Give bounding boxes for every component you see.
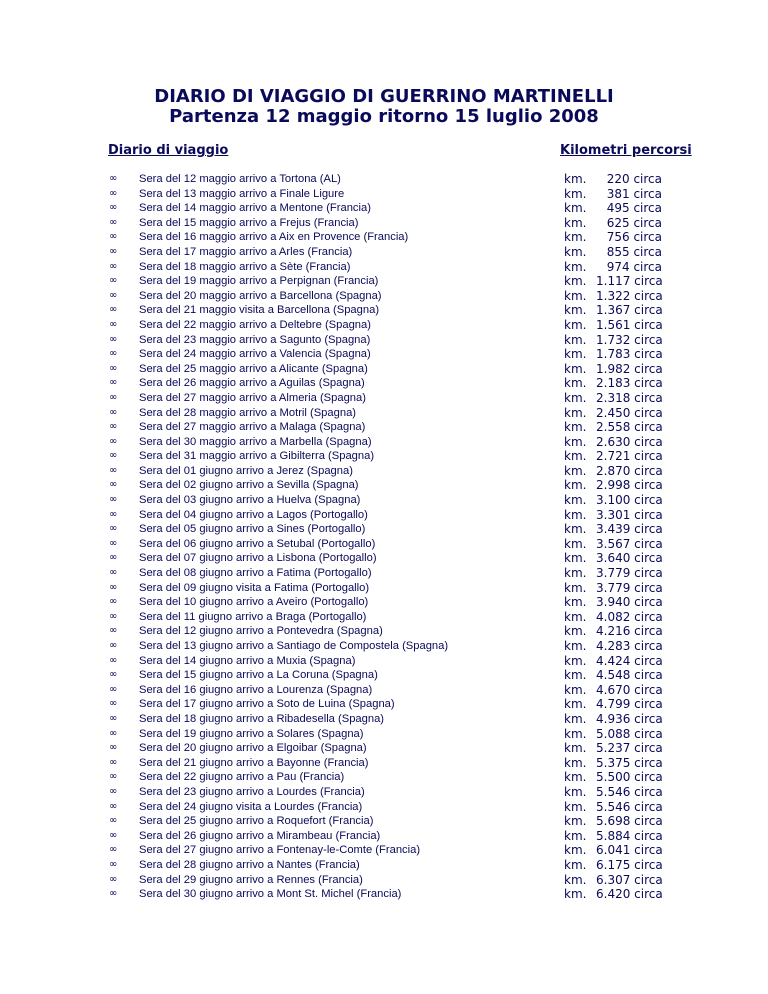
distance-unit: km. xyxy=(564,317,587,332)
distance-unit: km. xyxy=(564,230,587,245)
bullet-icon: ∞ xyxy=(109,785,118,797)
bullet-icon: ∞ xyxy=(109,377,118,389)
distance-value: 6.175 circa xyxy=(596,857,663,872)
diary-entry-row xyxy=(0,420,768,435)
entry-description: Sera del 03 giugno arrivo a Huelva (Spagna) xyxy=(139,494,361,507)
distance-value: 1.982 circa xyxy=(596,361,663,376)
distance-unit: km. xyxy=(564,463,587,478)
bullet-icon: ∞ xyxy=(109,406,118,418)
entry-description: Sera del 09 giugno visita a Fatima (Portogallo) xyxy=(139,581,370,594)
distance-value: 3.100 circa xyxy=(596,493,663,508)
distance-unit: km. xyxy=(564,201,587,216)
distance-value: 5.546 circa xyxy=(596,799,663,814)
diary-entry-row xyxy=(0,435,768,450)
distance-unit: km. xyxy=(564,551,587,566)
diary-entry-row xyxy=(0,201,768,216)
bullet-icon: ∞ xyxy=(109,304,118,316)
distance-unit: km. xyxy=(564,580,587,595)
distance-unit: km. xyxy=(564,449,587,464)
entry-description: Sera del 18 giugno arrivo a Ribadesella (Spagna) xyxy=(139,712,385,725)
bullet-icon: ∞ xyxy=(109,742,118,754)
bullet-icon: ∞ xyxy=(109,260,118,272)
diary-entry-row xyxy=(0,741,768,756)
entry-description: Sera del 07 giugno arrivo a Lisbona (Portogallo) xyxy=(139,552,377,565)
bullet-icon: ∞ xyxy=(109,289,118,301)
diary-entry-row xyxy=(0,873,768,888)
distance-unit: km. xyxy=(564,259,587,274)
distance-value: 1.783 circa xyxy=(596,347,663,362)
entry-description: Sera del 27 maggio arrivo a Malaga (Spagna) xyxy=(139,421,366,434)
bullet-icon: ∞ xyxy=(109,216,118,228)
entry-description: Sera del 28 maggio arrivo a Motril (Spagna) xyxy=(139,406,357,419)
distance-unit: km. xyxy=(564,244,587,259)
entry-description: Sera del 12 maggio arrivo a Tortona (AL) xyxy=(139,173,341,185)
distance-value: 4.283 circa xyxy=(596,639,663,653)
bullet-icon: ∞ xyxy=(109,202,118,214)
entry-description: Sera del 27 giugno arrivo a Fontenay-le-Comte (Francia) xyxy=(139,844,421,857)
distance-value: 4.799 circa xyxy=(596,697,663,712)
bullet-icon: ∞ xyxy=(109,435,118,447)
entry-description: Sera del 22 giugno arrivo a Pau (Francia) xyxy=(139,771,345,784)
diary-entry-row xyxy=(0,289,768,304)
entry-description: Sera del 04 giugno arrivo a Lagos (Portogallo) xyxy=(139,508,368,521)
distance-value: 5.698 circa xyxy=(596,814,663,829)
distance-unit: km. xyxy=(564,420,587,435)
diary-entry-row xyxy=(0,581,768,596)
distance-unit: km. xyxy=(564,536,587,551)
bullet-icon: ∞ xyxy=(109,800,118,812)
distance-value: 3.779 circa xyxy=(596,580,663,595)
entry-description: Sera del 05 giugno arrivo a Sines (Portogallo) xyxy=(139,523,366,536)
distance-value: 5.546 circa xyxy=(596,784,663,799)
distance-value: 2.558 circa xyxy=(596,420,663,435)
diary-entry-row xyxy=(0,318,768,333)
bullet-icon: ∞ xyxy=(109,231,118,243)
entry-description: Sera del 11 giugno arrivo a Braga (Portogallo) xyxy=(139,610,367,623)
entry-description: Sera del 27 maggio arrivo a Almeria (Spagna) xyxy=(139,391,366,404)
distance-value: 2.318 circa xyxy=(596,390,663,405)
document-title: DIARIO DI VIAGGIO DI GUERRINO MARTINELLI xyxy=(154,86,614,107)
distance-value: 2.870 circa xyxy=(596,463,663,478)
distance-unit: km. xyxy=(564,653,587,668)
entry-description: Sera del 24 giugno visita a Lourdes (Francia) xyxy=(139,800,363,813)
kilometers-column-header: Kilometri percorsi xyxy=(560,143,692,158)
diary-entry-row xyxy=(0,260,768,275)
distance-unit: km. xyxy=(564,522,587,537)
bullet-icon: ∞ xyxy=(109,275,118,287)
diary-entry-row xyxy=(0,595,768,610)
entry-description: Sera del 16 giugno arrivo a Lourenza (Spagna) xyxy=(139,683,373,696)
entry-description: Sera del 20 giugno arrivo a Elgoibar (Spagna) xyxy=(139,742,367,755)
entry-description: Sera del 14 maggio arrivo a Mentone (Francia) xyxy=(139,202,371,215)
distance-value: 2.998 circa xyxy=(596,478,663,493)
bullet-icon: ∞ xyxy=(109,567,118,579)
distance-value: 1.561 circa xyxy=(596,317,663,332)
bullet-icon: ∞ xyxy=(109,537,118,549)
distance-unit: km. xyxy=(564,828,587,843)
bullet-icon: ∞ xyxy=(109,858,118,870)
distance-unit: km. xyxy=(564,770,587,785)
entry-description: Sera del 17 maggio arrivo a Arles (Francia) xyxy=(139,245,353,258)
diary-entry-row xyxy=(0,566,768,581)
entry-description: Sera del 30 giugno arrivo a Mont St. Michel (Francia) xyxy=(139,888,402,901)
diary-entry-row xyxy=(0,362,768,377)
bullet-icon: ∞ xyxy=(109,318,118,330)
distance-unit: km. xyxy=(564,332,587,347)
distance-value: 5.884 circa xyxy=(596,828,663,843)
entry-description: Sera del 06 giugno arrivo a Setubal (Portogallo) xyxy=(139,537,376,550)
diary-entry-row xyxy=(0,230,768,245)
diary-entry-row xyxy=(0,683,768,698)
bullet-icon: ∞ xyxy=(109,771,118,783)
diary-entry-row xyxy=(0,274,768,289)
distance-unit: km. xyxy=(564,288,587,303)
distance-value: 756 circa xyxy=(606,230,662,245)
entry-description: Sera del 15 giugno arrivo a La Coruna (Spagna) xyxy=(139,669,378,682)
distance-value: 2.630 circa xyxy=(596,434,663,449)
entry-description: Sera del 13 maggio arrivo a Finale Ligure xyxy=(139,187,345,200)
distance-unit: km. xyxy=(564,434,587,449)
bullet-icon: ∞ xyxy=(109,494,118,506)
diary-entry-row xyxy=(0,464,768,479)
distance-unit: km. xyxy=(564,668,587,683)
entry-description: Sera del 17 giugno arrivo a Soto de Luina (Spagna) xyxy=(139,698,395,711)
entry-description: Sera del 28 giugno arrivo a Nantes (Francia) xyxy=(139,858,360,871)
bullet-icon: ∞ xyxy=(109,756,118,768)
bullet-icon: ∞ xyxy=(109,523,118,535)
entry-description: Sera del 21 giugno arrivo a Bayonne (Francia) xyxy=(139,756,369,769)
distance-value: 4.216 circa xyxy=(596,624,663,639)
document-subtitle: Partenza 12 maggio ritorno 15 luglio 2008 xyxy=(169,106,599,127)
distance-value: 855 circa xyxy=(606,244,662,259)
diary-entry-row xyxy=(0,347,768,362)
diary-entry-row xyxy=(0,551,768,566)
distance-value: 5.375 circa xyxy=(596,755,663,770)
distance-value: 6.307 circa xyxy=(596,872,663,887)
distance-unit: km. xyxy=(564,887,587,902)
entry-description: Sera del 08 giugno arrivo a Fatima (Portogallo) xyxy=(139,567,372,580)
entry-description: Sera del 14 giugno arrivo a Muxia (Spagna) xyxy=(139,654,356,667)
distance-unit: km. xyxy=(564,493,587,508)
distance-unit: km. xyxy=(564,347,587,362)
bullet-icon: ∞ xyxy=(109,552,118,564)
distance-value: 1.117 circa xyxy=(596,274,663,289)
distance-unit: km. xyxy=(564,390,587,405)
bullet-icon: ∞ xyxy=(109,333,118,345)
entry-description: Sera del 24 maggio arrivo a Valencia (Spagna) xyxy=(139,348,371,361)
diary-entry-list xyxy=(0,172,768,902)
entry-description: Sera del 29 giugno arrivo a Rennes (Francia) xyxy=(139,873,363,886)
distance-unit: km. xyxy=(564,376,587,391)
distance-value: 5.237 circa xyxy=(596,741,663,756)
distance-unit: km. xyxy=(564,478,587,493)
bullet-icon: ∞ xyxy=(109,640,118,651)
distance-unit: km. xyxy=(564,741,587,756)
bullet-icon: ∞ xyxy=(109,245,118,257)
distance-value: 4.670 circa xyxy=(596,682,663,697)
distance-value: 1.322 circa xyxy=(596,288,663,303)
distance-value: 6.041 circa xyxy=(596,843,663,858)
bullet-icon: ∞ xyxy=(109,173,118,184)
distance-value: 1.732 circa xyxy=(596,332,663,347)
bullet-icon: ∞ xyxy=(109,873,118,885)
distance-unit: km. xyxy=(564,784,587,799)
distance-value: 5.088 circa xyxy=(596,726,663,741)
diary-entry-row xyxy=(0,624,768,639)
diary-entry-row xyxy=(0,522,768,537)
distance-unit: km. xyxy=(564,303,587,318)
distance-unit: km. xyxy=(564,405,587,420)
bullet-icon: ∞ xyxy=(109,362,118,374)
distance-value: 3.640 circa xyxy=(596,551,663,566)
bullet-icon: ∞ xyxy=(109,508,118,520)
entry-description: Sera del 16 maggio arrivo a Aix en Provence (Francia) xyxy=(139,231,409,244)
distance-value: 1.367 circa xyxy=(596,303,663,318)
diary-entry-row xyxy=(0,814,768,829)
distance-unit: km. xyxy=(564,755,587,770)
distance-unit: km. xyxy=(564,697,587,712)
distance-value: 4.548 circa xyxy=(596,668,663,683)
entry-description: Sera del 10 giugno arrivo a Aveiro (Portogallo) xyxy=(139,596,369,609)
entry-description: Sera del 15 maggio arrivo a Frejus (Francia) xyxy=(139,216,359,229)
diary-entry-row xyxy=(0,668,768,683)
entry-description: Sera del 18 maggio arrivo a Sète (Francia) xyxy=(139,260,351,273)
distance-value: 3.439 circa xyxy=(596,522,663,537)
entry-description: Sera del 01 giugno arrivo a Jerez (Spagna) xyxy=(139,464,353,477)
distance-unit: km. xyxy=(564,215,587,230)
bullet-icon: ∞ xyxy=(109,888,118,900)
distance-value: 2.183 circa xyxy=(596,376,663,391)
distance-unit: km. xyxy=(564,726,587,741)
bullet-icon: ∞ xyxy=(109,844,118,856)
diary-entry-row xyxy=(0,508,768,523)
distance-value: 3.567 circa xyxy=(596,536,663,551)
bullet-icon: ∞ xyxy=(109,464,118,476)
distance-value: 2.450 circa xyxy=(596,405,663,420)
distance-unit: km. xyxy=(564,274,587,289)
distance-unit: km. xyxy=(564,857,587,872)
bullet-icon: ∞ xyxy=(109,698,118,710)
entry-description: Sera del 20 maggio arrivo a Barcellona (Spagna) xyxy=(139,289,382,302)
bullet-icon: ∞ xyxy=(109,654,118,666)
distance-value: 220 circa xyxy=(606,172,662,186)
bullet-icon: ∞ xyxy=(109,610,118,622)
distance-value: 4.082 circa xyxy=(596,609,663,624)
distance-unit: km. xyxy=(564,361,587,376)
distance-value: 4.936 circa xyxy=(596,711,663,726)
diary-entry-row xyxy=(0,785,768,800)
diary-entry-row xyxy=(0,187,768,202)
bullet-icon: ∞ xyxy=(109,625,118,637)
distance-unit: km. xyxy=(564,595,587,610)
bullet-icon: ∞ xyxy=(109,581,118,593)
distance-value: 5.500 circa xyxy=(596,770,663,785)
bullet-icon: ∞ xyxy=(109,683,118,695)
entry-description: Sera del 21 maggio visita a Barcellona (Spagna) xyxy=(139,304,380,317)
bullet-icon: ∞ xyxy=(109,669,118,681)
distance-unit: km. xyxy=(564,609,587,624)
diary-entry-row xyxy=(0,537,768,552)
diary-entry-row xyxy=(0,406,768,421)
distance-unit: km. xyxy=(564,843,587,858)
distance-value: 3.301 circa xyxy=(596,507,663,522)
entry-description: Sera del 13 giugno arrivo a Santiago de Compostela (Spagna) xyxy=(139,640,449,652)
diary-entry-row xyxy=(0,800,768,815)
diary-entry-row xyxy=(0,172,768,187)
distance-unit: km. xyxy=(564,799,587,814)
distance-unit: km. xyxy=(564,639,587,653)
bullet-icon: ∞ xyxy=(109,829,118,841)
distance-value: 3.779 circa xyxy=(596,566,663,581)
distance-unit: km. xyxy=(564,682,587,697)
bullet-icon: ∞ xyxy=(109,727,118,739)
distance-unit: km. xyxy=(564,186,587,201)
diary-entry-row xyxy=(0,610,768,625)
diary-entry-row xyxy=(0,697,768,712)
distance-value: 495 circa xyxy=(606,201,662,216)
diary-entry-row xyxy=(0,887,768,902)
bullet-icon: ∞ xyxy=(109,348,118,360)
distance-unit: km. xyxy=(564,507,587,522)
entry-description: Sera del 23 maggio arrivo a Sagunto (Spagna) xyxy=(139,333,371,346)
entry-description: Sera del 25 maggio arrivo a Alicante (Spagna) xyxy=(139,362,368,375)
entry-description: Sera del 02 giugno arrivo a Sevilla (Spagna) xyxy=(139,479,359,492)
distance-value: 974 circa xyxy=(606,259,662,274)
diary-entry-row xyxy=(0,770,768,785)
diary-entry-row xyxy=(0,639,768,654)
entry-description: Sera del 31 maggio arrivo a Gibilterra (Spagna) xyxy=(139,450,375,463)
distance-value: 625 circa xyxy=(606,215,662,230)
diary-entry-row xyxy=(0,478,768,493)
diary-entry-row xyxy=(0,303,768,318)
bullet-icon: ∞ xyxy=(109,421,118,433)
entry-description: Sera del 26 maggio arrivo a Aguilas (Spagna) xyxy=(139,377,365,390)
diary-entry-row xyxy=(0,449,768,464)
diary-entry-row xyxy=(0,843,768,858)
entry-description: Sera del 25 giugno arrivo a Roquefort (Francia) xyxy=(139,815,374,828)
distance-unit: km. xyxy=(564,814,587,829)
diary-entry-row xyxy=(0,829,768,844)
entry-description: Sera del 19 giugno arrivo a Solares (Spagna) xyxy=(139,727,364,740)
bullet-icon: ∞ xyxy=(109,450,118,462)
bullet-icon: ∞ xyxy=(109,187,118,199)
diary-entry-row xyxy=(0,245,768,260)
bullet-icon: ∞ xyxy=(109,391,118,403)
distance-unit: km. xyxy=(564,711,587,726)
diary-entry-row xyxy=(0,727,768,742)
distance-value: 3.940 circa xyxy=(596,595,663,610)
diary-entry-row xyxy=(0,376,768,391)
distance-unit: km. xyxy=(564,872,587,887)
distance-unit: km. xyxy=(564,172,587,186)
bullet-icon: ∞ xyxy=(109,815,118,827)
distance-value: 381 circa xyxy=(606,186,662,201)
entry-description: Sera del 26 giugno arrivo a Mirambeau (Francia) xyxy=(139,829,381,842)
bullet-icon: ∞ xyxy=(109,712,118,724)
entry-description: Sera del 23 giugno arrivo a Lourdes (Francia) xyxy=(139,785,365,798)
diary-entry-row xyxy=(0,712,768,727)
diary-entry-row xyxy=(0,493,768,508)
distance-value: 4.424 circa xyxy=(596,653,663,668)
diary-entry-row xyxy=(0,654,768,669)
bullet-icon: ∞ xyxy=(109,479,118,491)
entry-description: Sera del 19 maggio arrivo a Perpignan (Francia) xyxy=(139,275,379,288)
distance-unit: km. xyxy=(564,624,587,639)
diary-entry-row xyxy=(0,391,768,406)
entry-description: Sera del 12 giugno arrivo a Pontevedra (Spagna) xyxy=(139,625,383,638)
entry-description: Sera del 30 maggio arrivo a Marbella (Spagna) xyxy=(139,435,372,448)
diary-entry-row xyxy=(0,216,768,231)
diary-column-header: Diario di viaggio xyxy=(108,143,229,158)
bullet-icon: ∞ xyxy=(109,596,118,608)
distance-unit: km. xyxy=(564,566,587,581)
distance-value: 6.420 circa xyxy=(596,887,663,902)
entry-description: Sera del 22 maggio arrivo a Deltebre (Spagna) xyxy=(139,318,371,331)
diary-entry-row xyxy=(0,756,768,771)
diary-entry-row xyxy=(0,858,768,873)
diary-entry-row xyxy=(0,333,768,348)
distance-value: 2.721 circa xyxy=(596,449,663,464)
